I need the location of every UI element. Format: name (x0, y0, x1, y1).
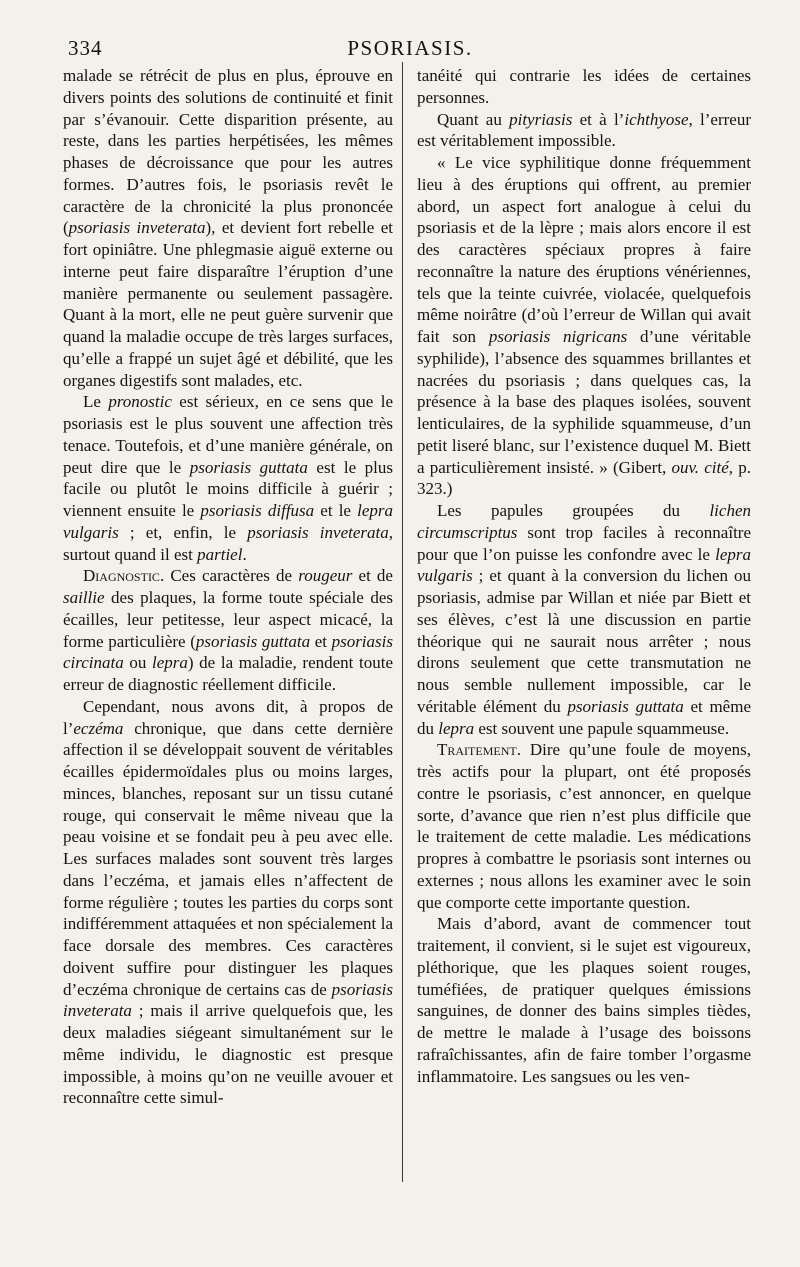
paragraph: malade se rétrécit de plus en plus, éprouve en divers points des solutions de continuité et finit par s’évanouir. Cette disparition présente, au reste, dans les parties herpétisées, les mêmes phases de décroissance que pour les autres formes. D’autres fois, le psoriasis revêt le caractère de la chronicité la plus prononcée (psoriasis inveterata), et devient fort rebelle et fort opiniâtre. Une phlegmasie aiguë externe ou interne peut faire disparaître l’éruption d’une manière permanente ou seulement passagère. Quant à la mort, elle ne peut guère survenir que quand la maladie occupe de très larges surfaces, qu’elle a frappé un sujet âgé et débilité, que les organes digestifs sont malades, etc. (63, 66, 393, 390)
paragraph-pronostic: Le pronostic est sérieux, en ce sens que le psoriasis est le plus souvent une affection très tenace. Toutefois, et d’une manière générale, on peut dire que le psoriasis guttata est le plus facile ou plutôt le moins difficile à guérir ; viennent ensuite le psoriasis diffusa et le lepra vulgaris ; et, enfin, le psoriasis inveterata, surtout quand il est partiel. (63, 392, 393, 564)
right-column (417, 65, 751, 1087)
page-header (60, 36, 760, 64)
section-heading: Diagnostic. (83, 566, 165, 586)
section-heading: Traitement. (437, 740, 521, 760)
paragraph: Mais d’abord, avant de commencer tout traitement, il convient, si le sujet est vigoureux, pléthorique, que les plaques soient rouges, tuméfiées, de pratiquer quelques émissions sanguines, de donner des bains simples tièdes, de mettre le malade à l’usage des boissons rafraîchissantes, afin de faire tomber l’orgasme inflammatoire. Les sangsues ou les ven- (417, 914, 751, 1086)
paragraph: tanéité qui contrarie les idées de certaines personnes. (417, 66, 751, 107)
paragraph-diagnostic: Diagnostic. Ces caractères de rougeur et de saillie des plaques, la forme toute spéciale des écailles, leur petitesse, leur aspect micacé, la forme particulière (psoriasis guttata et psoriasis circinata ou lepra) de la maladie, rendent toute erreur de diagnostic réellement difficile. (63, 566, 394, 694)
paragraph: Cependant, nous avons dit, à propos de l’eczéma chronique, que dans cette dernière affection il se développait souvent de véritables écailles épidermoïdales plus ou moins larges, minces, blanches, reposant sur un tissu cutané rouge, qui conservait le même niveau que la peau voisine et se fondait peu à peu avec elle. Les surfaces malades sont souvent très larges dans l’eczéma, et jamais elles n’affectent de forme régulière ; toutes les parties du corps sont indifféremment attaquées et non spécialement la face dorsale des membres. Ces caractères doivent suffire pour distinguer les plaques d’eczéma chronique de certains cas de psoriasis inveterata ; mais il arrive quelquefois que, les deux maladies siégeant simultanément sur le même individu, le diagnostic est presque impossible, à moins qu’on ne veuille avouer et reconnaître cette simul- (63, 696, 393, 1108)
page-number: 334 (68, 36, 103, 60)
column-rule (402, 62, 403, 1182)
paragraph-quotation: « Le vice syphilitique donne fréquemment lieu à des éruptions qui offrent, au premier abord, un aspect fort analogue à celui du psoriasis et de la lèpre ; mais alors encore il est des caractères spéciaux propres à faire reconnaître la nature des éruptions vénériennes, tels que la teinte cuivrée, violacée, quelquefois même noirâtre (d’où l’erreur de Willan qui avait fait son psoriasis nigricans d’une véritable syphilide), l’absence des squammes brillantes et nacrées du psoriasis ; dans quelques cas, la présence à la base des plaques isolées, souvent lenticulaires, de la syphilide squammeuse, d’un petit liseré blanc, sur l’existence duquel M. Biett a particulièrement insisté. » (Gibert, ouv. cité, p. 323.) (417, 153, 751, 499)
left-column (63, 65, 393, 1109)
running-title: PSORIASIS. (347, 36, 473, 60)
paragraph: Les papules groupées du lichen circumscriptus sont trop faciles à reconnaître pour que l’on puisse les confondre avec le lepra vulgaris ; et quant à la conversion du lichen ou psoriasis, admise par Willan et niée par Biett et ses élèves, c’est là une discussion en partie théorique qui ne saurait nous arrêter ; nous dirons seulement que cette transmutation ne nous semble nullement impossible, car le véritable élément du psoriasis guttata et même du lepra est souvent une papule squammeuse. (417, 501, 751, 738)
paragraph: Quant au pityriasis et à l’ichthyose, l’erreur est véritablement impossible. (417, 109, 752, 151)
paragraph-traitement: Traitement. Dire qu’une foule de moyens, très actifs pour la plupart, ont été proposés contre le psoriasis, c’est annoncer, en quelque sorte, d’avance que rien n’est plus difficile que le traitement de cette maladie. Les médications propres à combattre le psoriasis sont internes ou externes ; nous allons les examiner avec le soin que comporte cette importante question. (417, 740, 751, 912)
